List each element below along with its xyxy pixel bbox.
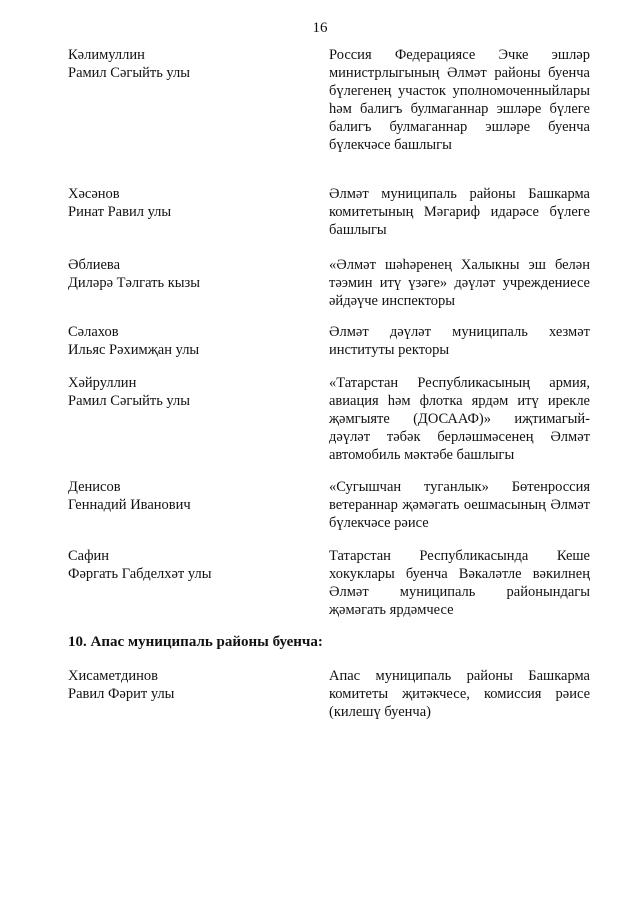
position-title: Россия Федерациясе Эчке эшләр министрлыгының Әлмәт районы буенча бүлегенең участок уполномоченныйлары һәм балигъ булмаганнар эшләре бүлеге балигъ булмаганнар эшләре буенча бүлекчәсе башлыгы xyxy=(329,47,590,153)
given-name: Равил Фәрит улы xyxy=(68,686,175,702)
given-name: Диләрә Тәлгать кызы xyxy=(68,275,201,291)
person-name xyxy=(68,667,298,703)
position-title: Әлмәт дәүләт муниципаль хезмәт институты ректоры xyxy=(329,324,590,358)
section-heading: 10. Апас муниципаль районы буенча: xyxy=(68,634,323,650)
position-title: Татарстан Республикасында Кеше хокуклары буенча Вәкаләтле вәкилнең Әлмәт муниципаль районындагы җәмәгать ярдәмчесе xyxy=(329,548,590,618)
surname: Хәйруллин xyxy=(68,375,137,391)
given-name: Рамил Сәгыйть улы xyxy=(68,393,191,409)
surname: Сафин xyxy=(68,548,110,564)
position-title: «Сугышчан туганлык» Бөтенроссия ветераннар җәмәгать оешмасының Әлмәт бүлекчәсе рәисе xyxy=(329,479,590,531)
person-name xyxy=(68,46,298,82)
given-name: Геннадий Иванович xyxy=(68,497,191,513)
surname: Кәлимуллин xyxy=(68,47,145,63)
given-name: Рамил Сәгыйть улы xyxy=(68,65,191,81)
given-name: Ильяс Рәхимҗан улы xyxy=(68,342,200,358)
position-title: «Татарстан Республикасының армия, авиация һәм флотка ярдәм итү ирекле җәмгыяте (ДОСААФ)» иҗтимагый-дәүләт тәбәк берләшмәсенең Әлмәт автомобиль мәктәбе башлыгы xyxy=(329,375,590,463)
surname: Хәсәнов xyxy=(68,186,120,202)
person-name xyxy=(68,185,298,221)
given-name: Фәргать Габделхәт улы xyxy=(68,566,212,582)
person-name xyxy=(68,256,298,292)
person-name xyxy=(68,323,298,359)
person-name xyxy=(68,547,298,583)
person-name xyxy=(68,478,298,514)
position-title: Апас муниципаль районы Башкарма комитеты җитәкчесе, комиссия рәисе (килешү буенча) xyxy=(329,668,590,720)
surname: Әблиева xyxy=(68,257,121,273)
person-name xyxy=(68,374,298,410)
surname: Сәлахов xyxy=(68,324,119,340)
position-title: Әлмәт муниципаль районы Башкарма комитетының Мәгариф идарәсе бүлеге башлыгы xyxy=(329,186,590,238)
surname: Денисов xyxy=(68,479,121,495)
given-name: Ринат Равил улы xyxy=(68,204,172,220)
position-title: «Әлмәт шәһәренең Халыкны эш белән тәэмин итү үзәге» дәүләт учреждениесе әйдәүче инспекторы xyxy=(329,257,590,309)
page-number: 16 xyxy=(312,20,328,36)
surname: Хисаметдинов xyxy=(68,668,159,684)
